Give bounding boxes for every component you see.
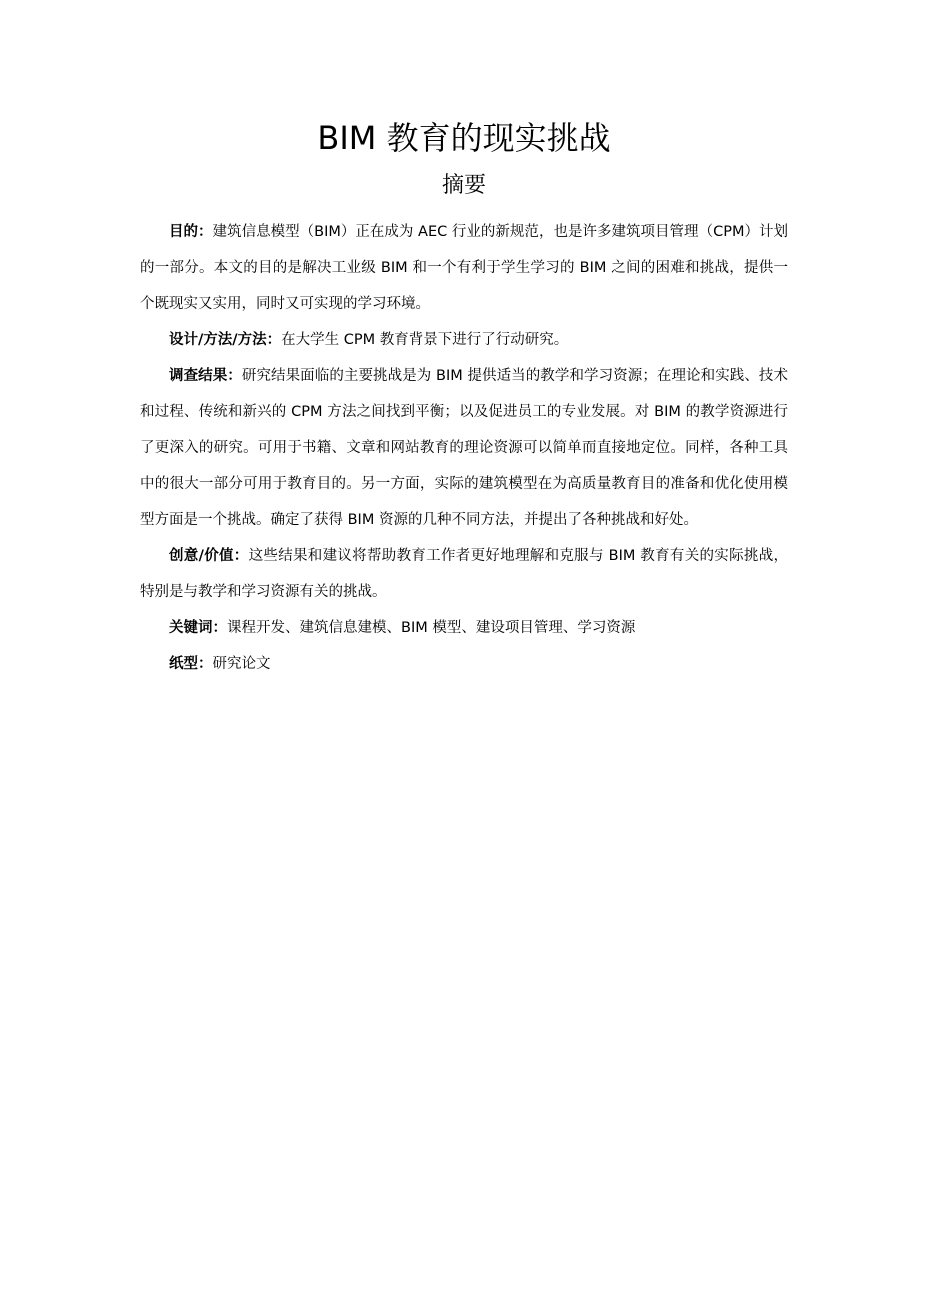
originality-paragraph <box>140 538 788 610</box>
findings-text: 研究结果面临的主要挑战是为 BIM 提供适当的教学和学习资源；在理论和实践、技术和过程、传统和新兴的 CPM 方法之间找到平衡；以及促进员工的专业发展。对 BIM 的教学资源进行了更深入的研究。可用于书籍、文章和网站教育的理论资源可以简单而直接地定位。同样，各种工具中的很大一部分可用于教育目的。另一方面，实际的建筑模型在为高质量教育目的准备和优化使用模型方面是一个挑战。确定了获得 BIM 资源的几种不同方法，并提出了各种挑战和好处。 <box>140 368 788 528</box>
purpose-text: 建筑信息模型（BIM）正在成为 AEC 行业的新规范，也是许多建筑项目管理（CPM）计划的一部分。本文的目的是解决工业级 BIM 和一个有利于学生学习的 BIM 之间的困难和挑战，提供一个既现实又实用，同时又可实现的学习环境。 <box>140 224 788 312</box>
keywords-label: 关键词： <box>169 620 227 636</box>
paper-type-label: 纸型： <box>169 656 213 672</box>
purpose-paragraph <box>140 214 788 322</box>
keywords-paragraph <box>140 610 788 646</box>
design-paragraph <box>140 322 788 358</box>
document-title: BIM 教育的现实挑战 <box>317 119 611 157</box>
design-text: 在大学生 CPM 教育背景下进行了行动研究。 <box>281 332 569 348</box>
keywords-text: 课程开发、建筑信息建模、BIM 模型、建设项目管理、学习资源 <box>227 620 636 636</box>
paper-type-text: 研究论文 <box>212 656 271 672</box>
abstract-heading: 摘要 <box>441 173 486 198</box>
findings-label: 调查结果： <box>169 368 242 384</box>
originality-label: 创意/价值： <box>169 548 249 564</box>
originality-text: 这些结果和建议将帮助教育工作者更好地理解和克服与 BIM 教育有关的实际挑战，特别是与教学和学习资源有关的挑战。 <box>140 548 789 600</box>
findings-paragraph <box>140 358 788 538</box>
abstract-body <box>140 214 788 682</box>
paper-type-paragraph <box>140 646 788 682</box>
design-label: 设计/方法/方法： <box>169 332 282 348</box>
purpose-label: 目的： <box>169 224 213 240</box>
